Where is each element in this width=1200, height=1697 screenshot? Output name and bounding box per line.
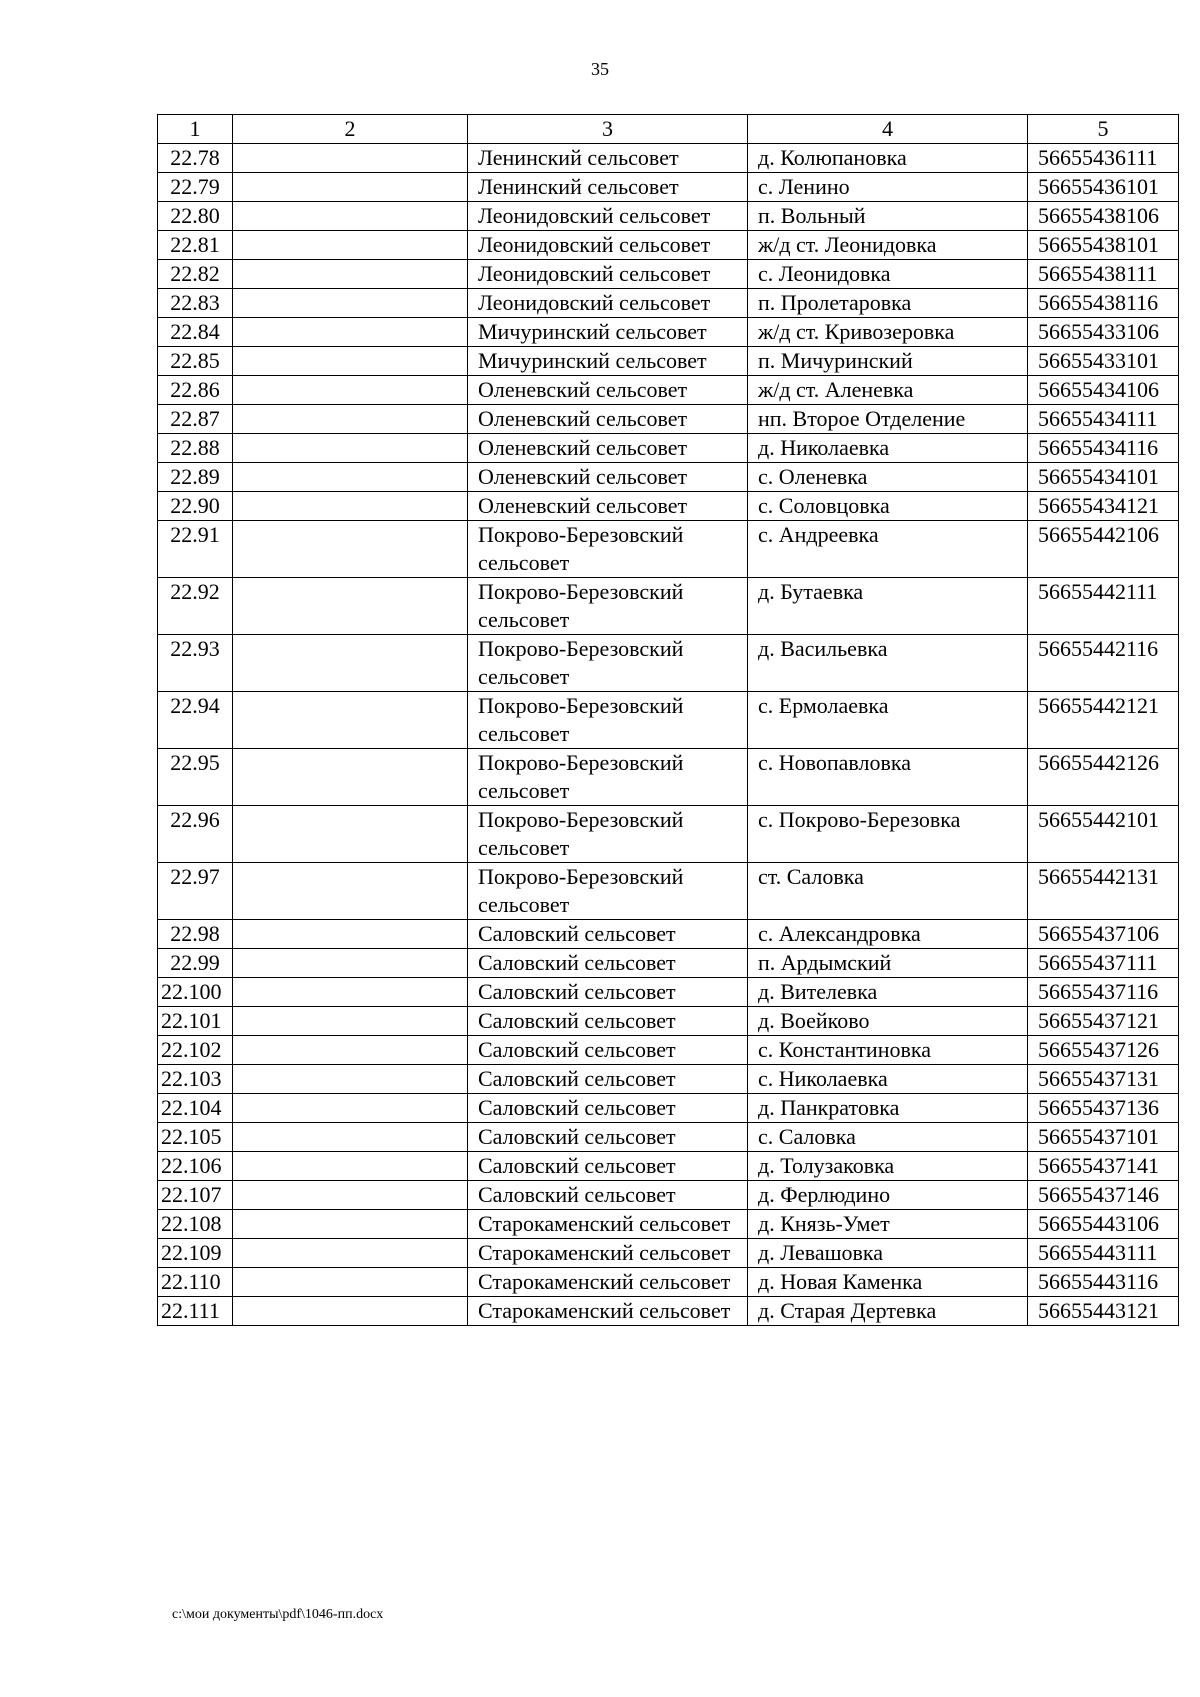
row-number-cell: 22.96: [158, 806, 233, 863]
settlement-cell: ж/д ст. Аленевка: [748, 376, 1028, 405]
empty-cell: [233, 1152, 468, 1181]
table-row: [158, 949, 1179, 978]
table-row: [158, 173, 1179, 202]
table-row: [158, 1094, 1179, 1123]
council-cell: Покрово-Березовский сельсовет: [468, 521, 748, 578]
council-cell: Саловский сельсовет: [468, 1036, 748, 1065]
council-cell: Покрово-Березовский сельсовет: [468, 635, 748, 692]
code-cell: 56655437131: [1028, 1065, 1179, 1094]
empty-cell: [233, 231, 468, 260]
empty-cell: [233, 289, 468, 318]
row-number-cell: 22.85: [158, 347, 233, 376]
table-row: [158, 920, 1179, 949]
row-number-cell: 22.99: [158, 949, 233, 978]
settlement-cell: д. Старая Дертевка: [748, 1297, 1028, 1326]
council-cell: Ленинский сельсовет: [468, 173, 748, 202]
table-row: [158, 405, 1179, 434]
settlement-cell: п. Ардымский: [748, 949, 1028, 978]
council-cell: Покрово-Березовский сельсовет: [468, 806, 748, 863]
table-row: [158, 578, 1179, 635]
code-cell: 56655433106: [1028, 318, 1179, 347]
empty-cell: [233, 173, 468, 202]
council-cell: Леонидовский сельсовет: [468, 202, 748, 231]
table-row: [158, 347, 1179, 376]
settlement-cell: с. Александровка: [748, 920, 1028, 949]
table-row: [158, 1007, 1179, 1036]
empty-cell: [233, 806, 468, 863]
row-number-cell: 22.104: [158, 1094, 233, 1123]
settlement-cell: д. Вителевка: [748, 978, 1028, 1007]
row-number-cell: 22.110: [158, 1268, 233, 1297]
council-cell: Покрово-Березовский сельсовет: [468, 578, 748, 635]
empty-cell: [233, 1268, 468, 1297]
empty-cell: [233, 463, 468, 492]
table-row: [158, 635, 1179, 692]
council-cell: Старокаменский сельсовет: [468, 1297, 748, 1326]
empty-cell: [233, 1094, 468, 1123]
council-cell: Саловский сельсовет: [468, 1065, 748, 1094]
code-cell: 56655442131: [1028, 863, 1179, 920]
settlement-cell: с. Ленино: [748, 173, 1028, 202]
empty-cell: [233, 1123, 468, 1152]
settlement-cell: д. Колюпановка: [748, 144, 1028, 173]
settlements-table: [157, 114, 1179, 1326]
row-number-cell: 22.102: [158, 1036, 233, 1065]
empty-cell: [233, 863, 468, 920]
code-cell: 56655442121: [1028, 692, 1179, 749]
council-cell: Саловский сельсовет: [468, 1152, 748, 1181]
council-cell: Оленевский сельсовет: [468, 463, 748, 492]
settlement-cell: п. Мичуринский: [748, 347, 1028, 376]
column-header-2: 2: [233, 115, 468, 144]
settlement-cell: д. Толузаковка: [748, 1152, 1028, 1181]
council-cell: Оленевский сельсовет: [468, 405, 748, 434]
row-number-cell: 22.90: [158, 492, 233, 521]
settlement-cell: ж/д ст. Кривозеровка: [748, 318, 1028, 347]
settlement-cell: с. Соловцовка: [748, 492, 1028, 521]
row-number-cell: 22.97: [158, 863, 233, 920]
code-cell: 56655443121: [1028, 1297, 1179, 1326]
row-number-cell: 22.81: [158, 231, 233, 260]
settlement-cell: д. Воейково: [748, 1007, 1028, 1036]
settlement-cell: с. Константиновка: [748, 1036, 1028, 1065]
row-number-cell: 22.94: [158, 692, 233, 749]
council-cell: Саловский сельсовет: [468, 1181, 748, 1210]
empty-cell: [233, 144, 468, 173]
code-cell: 56655442101: [1028, 806, 1179, 863]
settlement-cell: д. Князь-Умет: [748, 1210, 1028, 1239]
council-cell: Мичуринский сельсовет: [468, 347, 748, 376]
row-number-cell: 22.78: [158, 144, 233, 173]
row-number-cell: 22.93: [158, 635, 233, 692]
empty-cell: [233, 1181, 468, 1210]
empty-cell: [233, 578, 468, 635]
row-number-cell: 22.88: [158, 434, 233, 463]
row-number-cell: 22.111: [158, 1297, 233, 1326]
settlement-cell: п. Пролетаровка: [748, 289, 1028, 318]
table-row: [158, 231, 1179, 260]
council-cell: Саловский сельсовет: [468, 949, 748, 978]
council-cell: Старокаменский сельсовет: [468, 1268, 748, 1297]
table-row: [158, 978, 1179, 1007]
empty-cell: [233, 434, 468, 463]
settlement-cell: с. Новопавловка: [748, 749, 1028, 806]
code-cell: 56655438106: [1028, 202, 1179, 231]
row-number-cell: 22.103: [158, 1065, 233, 1094]
row-number-cell: 22.107: [158, 1181, 233, 1210]
code-cell: 56655437106: [1028, 920, 1179, 949]
code-cell: 56655437126: [1028, 1036, 1179, 1065]
code-cell: 56655438116: [1028, 289, 1179, 318]
table-row: [158, 1297, 1179, 1326]
settlement-cell: п. Вольный: [748, 202, 1028, 231]
row-number-cell: 22.91: [158, 521, 233, 578]
code-cell: 56655434106: [1028, 376, 1179, 405]
empty-cell: [233, 376, 468, 405]
table-row: [158, 144, 1179, 173]
column-header-5: 5: [1028, 115, 1179, 144]
table-body: [158, 144, 1179, 1326]
settlement-cell: с. Ермолаевка: [748, 692, 1028, 749]
code-cell: 56655442116: [1028, 635, 1179, 692]
table-row: [158, 463, 1179, 492]
code-cell: 56655443111: [1028, 1239, 1179, 1268]
code-cell: 56655438111: [1028, 260, 1179, 289]
code-cell: 56655434111: [1028, 405, 1179, 434]
code-cell: 56655434121: [1028, 492, 1179, 521]
code-cell: 56655442111: [1028, 578, 1179, 635]
council-cell: Старокаменский сельсовет: [468, 1239, 748, 1268]
table-row: [158, 1181, 1179, 1210]
council-cell: Мичуринский сельсовет: [468, 318, 748, 347]
row-number-cell: 22.84: [158, 318, 233, 347]
table-row: [158, 492, 1179, 521]
code-cell: 56655437111: [1028, 949, 1179, 978]
table-row: [158, 806, 1179, 863]
council-cell: Саловский сельсовет: [468, 920, 748, 949]
empty-cell: [233, 318, 468, 347]
council-cell: Оленевский сельсовет: [468, 492, 748, 521]
table-row: [158, 1065, 1179, 1094]
empty-cell: [233, 405, 468, 434]
column-header-3: 3: [468, 115, 748, 144]
row-number-cell: 22.83: [158, 289, 233, 318]
table-row: [158, 521, 1179, 578]
row-number-cell: 22.101: [158, 1007, 233, 1036]
code-cell: 56655437116: [1028, 978, 1179, 1007]
settlement-cell: ст. Саловка: [748, 863, 1028, 920]
empty-cell: [233, 1036, 468, 1065]
council-cell: Покрово-Березовский сельсовет: [468, 692, 748, 749]
empty-cell: [233, 978, 468, 1007]
empty-cell: [233, 202, 468, 231]
page-number: 35: [591, 59, 609, 79]
row-number-cell: 22.95: [158, 749, 233, 806]
row-number-cell: 22.86: [158, 376, 233, 405]
row-number-cell: 22.89: [158, 463, 233, 492]
row-number-cell: 22.98: [158, 920, 233, 949]
empty-cell: [233, 492, 468, 521]
table-row: [158, 863, 1179, 920]
column-header-4: 4: [748, 115, 1028, 144]
council-cell: Покрово-Березовский сельсовет: [468, 863, 748, 920]
council-cell: Старокаменский сельсовет: [468, 1210, 748, 1239]
code-cell: 56655434101: [1028, 463, 1179, 492]
settlement-cell: с. Покрово-Березовка: [748, 806, 1028, 863]
council-cell: Оленевский сельсовет: [468, 376, 748, 405]
row-number-cell: 22.106: [158, 1152, 233, 1181]
council-cell: Саловский сельсовет: [468, 1007, 748, 1036]
table-row: [158, 692, 1179, 749]
empty-cell: [233, 1065, 468, 1094]
row-number-cell: 22.108: [158, 1210, 233, 1239]
code-cell: 56655443106: [1028, 1210, 1179, 1239]
table-row: [158, 1210, 1179, 1239]
settlement-cell: д. Новая Каменка: [748, 1268, 1028, 1297]
table-row: [158, 318, 1179, 347]
settlement-cell: с. Леонидовка: [748, 260, 1028, 289]
council-cell: Леонидовский сельсовет: [468, 231, 748, 260]
code-cell: 56655443116: [1028, 1268, 1179, 1297]
empty-cell: [233, 1239, 468, 1268]
settlement-cell: с. Оленевка: [748, 463, 1028, 492]
code-cell: 56655436111: [1028, 144, 1179, 173]
code-cell: 56655436101: [1028, 173, 1179, 202]
empty-cell: [233, 521, 468, 578]
row-number-cell: 22.79: [158, 173, 233, 202]
settlement-cell: нп. Второе Отделение: [748, 405, 1028, 434]
empty-cell: [233, 749, 468, 806]
settlement-cell: д. Бутаевка: [748, 578, 1028, 635]
footer-file-path: c:\мои документы\pdf\1046-пп.docx: [172, 1607, 384, 1622]
row-number-cell: 22.92: [158, 578, 233, 635]
code-cell: 56655437136: [1028, 1094, 1179, 1123]
council-cell: Покрово-Березовский сельсовет: [468, 749, 748, 806]
council-cell: Саловский сельсовет: [468, 1094, 748, 1123]
row-number-cell: 22.82: [158, 260, 233, 289]
table-row: [158, 434, 1179, 463]
code-cell: 56655437141: [1028, 1152, 1179, 1181]
table-row: [158, 260, 1179, 289]
table-row: [158, 1268, 1179, 1297]
settlement-cell: д. Панкратовка: [748, 1094, 1028, 1123]
code-cell: 56655442126: [1028, 749, 1179, 806]
settlement-cell: ж/д ст. Леонидовка: [748, 231, 1028, 260]
empty-cell: [233, 1007, 468, 1036]
empty-cell: [233, 1210, 468, 1239]
council-cell: Саловский сельсовет: [468, 978, 748, 1007]
council-cell: Ленинский сельсовет: [468, 144, 748, 173]
table-row: [158, 202, 1179, 231]
empty-cell: [233, 1297, 468, 1326]
settlement-cell: д. Ферлюдино: [748, 1181, 1028, 1210]
code-cell: 56655437121: [1028, 1007, 1179, 1036]
council-cell: Леонидовский сельсовет: [468, 289, 748, 318]
empty-cell: [233, 635, 468, 692]
council-cell: Оленевский сельсовет: [468, 434, 748, 463]
empty-cell: [233, 949, 468, 978]
settlement-cell: с. Саловка: [748, 1123, 1028, 1152]
code-cell: 56655437146: [1028, 1181, 1179, 1210]
table-row: [158, 376, 1179, 405]
settlement-cell: д. Левашовка: [748, 1239, 1028, 1268]
settlement-cell: д. Николаевка: [748, 434, 1028, 463]
table-row: [158, 1239, 1179, 1268]
council-cell: Леонидовский сельсовет: [468, 260, 748, 289]
table-row: [158, 749, 1179, 806]
settlement-cell: с. Николаевка: [748, 1065, 1028, 1094]
empty-cell: [233, 260, 468, 289]
table-row: [158, 1123, 1179, 1152]
row-number-cell: 22.105: [158, 1123, 233, 1152]
table-row: [158, 1036, 1179, 1065]
empty-cell: [233, 692, 468, 749]
empty-cell: [233, 920, 468, 949]
header-row: [158, 115, 1179, 144]
row-number-cell: 22.109: [158, 1239, 233, 1268]
council-cell: Саловский сельсовет: [468, 1123, 748, 1152]
column-header-1: 1: [158, 115, 233, 144]
row-number-cell: 22.80: [158, 202, 233, 231]
empty-cell: [233, 347, 468, 376]
settlement-cell: д. Васильевка: [748, 635, 1028, 692]
code-cell: 56655437101: [1028, 1123, 1179, 1152]
row-number-cell: 22.100: [158, 978, 233, 1007]
code-cell: 56655438101: [1028, 231, 1179, 260]
settlement-cell: с. Андреевка: [748, 521, 1028, 578]
code-cell: 56655442106: [1028, 521, 1179, 578]
table-header: [158, 115, 1179, 144]
row-number-cell: 22.87: [158, 405, 233, 434]
table-row: [158, 289, 1179, 318]
code-cell: 56655433101: [1028, 347, 1179, 376]
table-row: [158, 1152, 1179, 1181]
code-cell: 56655434116: [1028, 434, 1179, 463]
